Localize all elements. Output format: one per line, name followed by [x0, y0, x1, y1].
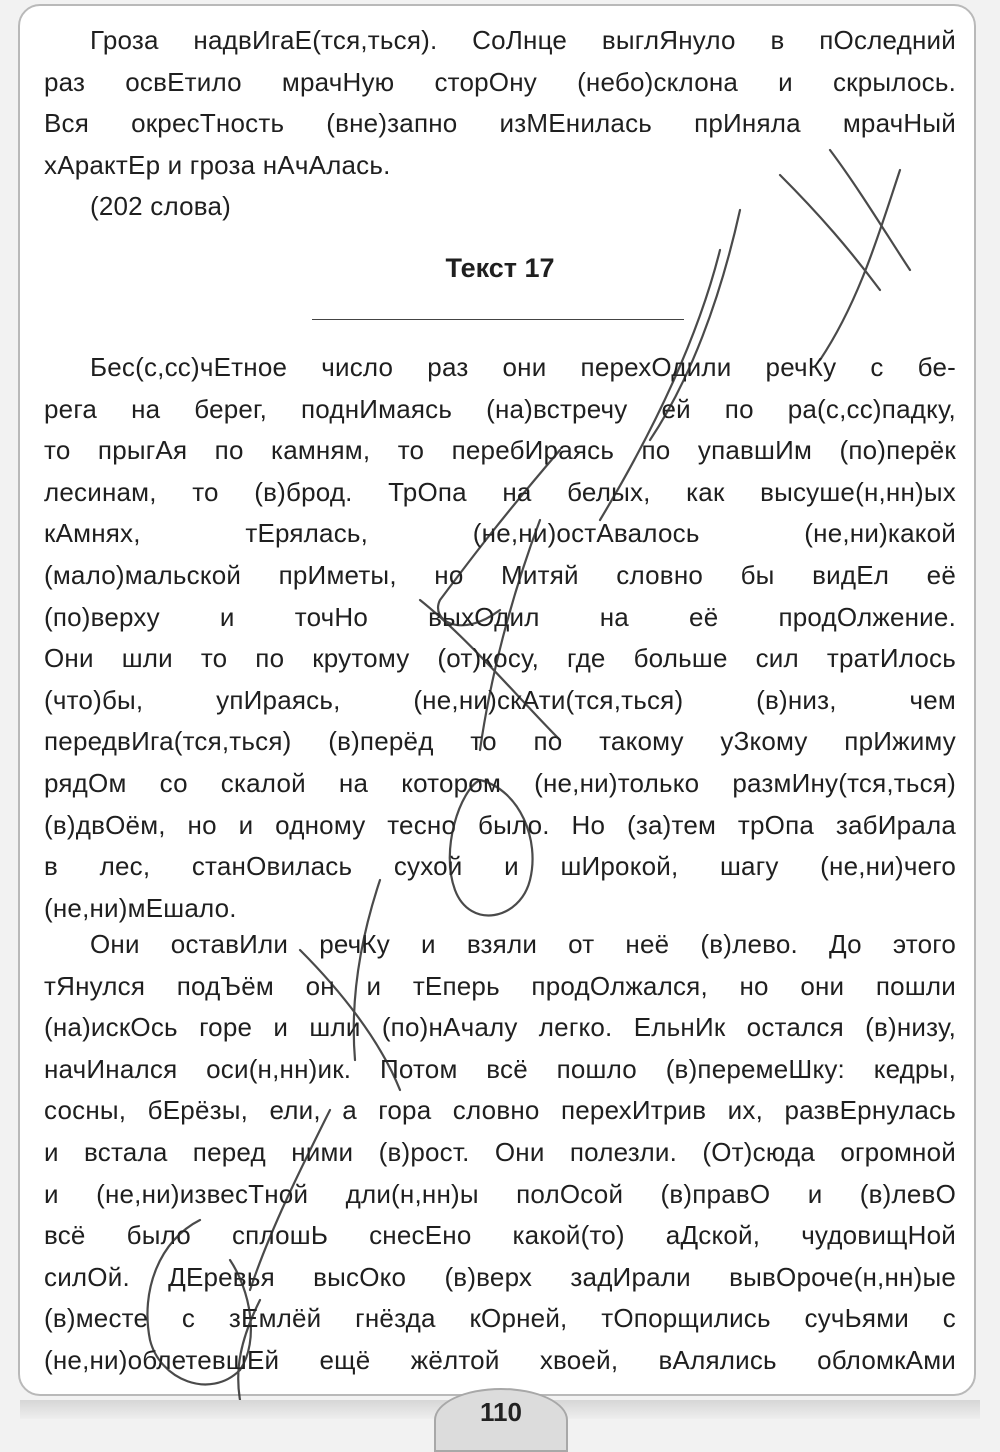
- text-line: кАмнях, тЕрялась, (не,ни)остАвалось (не,ни)какой: [44, 518, 956, 549]
- text-line: Они шли то по крутому (от)косу, где больше сил тратИлось: [44, 643, 956, 674]
- heading-underline: [312, 319, 684, 320]
- text-line: то прыгАя по камням, то перебИраясь по упавшИм (по)перёк: [44, 435, 956, 466]
- text-16-ending: [44, 20, 956, 228]
- text-line: начИнался оси(н,нн)ик. Потом всё пошло (в)перемеШку: кедры,: [44, 1053, 956, 1084]
- text-line: (по)верху и точНо выхОдил на её продОлжение.: [44, 601, 956, 632]
- text-17-paragraph-2: [44, 924, 956, 1382]
- text-line: рега на берег, поднИмаясь (на)встречу ей по ра(с,сс)падку,: [44, 393, 956, 424]
- text-line: (на)искОсь горе и шли (по)нАчалу легко. ЕльнИк остался (в)низу,: [44, 1012, 956, 1043]
- text-line: тЯнулся подЪём он и тЕперь продОлжался, но они пошли: [44, 970, 956, 1001]
- text-line: и (не,ни)извесТной дли(н,нн)ы полОсой (в)правО и (в)левО: [44, 1178, 956, 1209]
- text-line: (не,ни)мЕшало.: [44, 892, 237, 923]
- text-line: Вся окресТность (вне)запно изМЕнилась прИняла мрачНый: [44, 108, 956, 139]
- text-line: (мало)мальской прИметы, но Митяй словно бы видЕл её: [44, 559, 956, 590]
- text-line: Гроза надвИгаЕ(тся,ться). СоЛнце выглЯнуло в пОследний: [90, 25, 956, 55]
- text-line: всё было сплошЬ снесЕно какой(то) аДской, чудовищНой: [44, 1220, 956, 1251]
- text-17-paragraph-1: [44, 347, 956, 929]
- page-number: 110: [434, 1388, 568, 1452]
- text-line: хАрактЕр и гроза нАчАлась.: [44, 149, 391, 180]
- text-line: рядОм со скалой на котором (не,ни)только размИну(тся,ться): [44, 767, 956, 798]
- text-line: (в)двОём, но и одному тесно было. Но (за)тем трОпа забИрала: [44, 809, 956, 840]
- text-line: силОй. ДЕревья высОко (в)верх задИрали вывОроче(н,нн)ые: [44, 1261, 956, 1292]
- text-line: в лес, станОвилась сухой и шИрокой, шагу (не,ни)чего: [44, 851, 956, 882]
- text-line: сосны, бЕрёзы, ели, а гора словно перехИтрив их, развЕрнулась: [44, 1095, 956, 1126]
- text-line: (в)месте с зЕмлёй гнёзда кОрней, тОпорщились сучЬями с: [44, 1303, 956, 1334]
- text-line: передвИга(тся,ться) (в)перёд то по такому уЗкому прИжиму: [44, 726, 956, 757]
- text-17-heading: Текст 17: [445, 253, 555, 283]
- text-line: Бес(с,сс)чЕтное число раз они перехОдили речКу с бе-: [90, 352, 956, 382]
- text-line: лесинам, то (в)брод. ТрОпа на белых, как высуше(н,нн)ых: [44, 476, 956, 507]
- text-line: (не,ни)облетевшЕй ещё жёлтой хвоей, вАлялись обломкАми: [44, 1344, 956, 1375]
- text-line: (что)бы, упИраясь, (не,ни)скАти(тся,ться) (в)низ, чем: [44, 684, 956, 715]
- text-line: раз освЕтило мрачНую сторОну (небо)склона и скрылось.: [44, 66, 956, 97]
- word-count: (202 слова): [90, 191, 232, 222]
- text-line: Они оставИли речКу и взяли от неё (в)лево. До этого: [90, 929, 956, 959]
- text-line: и встала перед ними (в)рост. Они полезли. (От)сюда огромной: [44, 1136, 956, 1167]
